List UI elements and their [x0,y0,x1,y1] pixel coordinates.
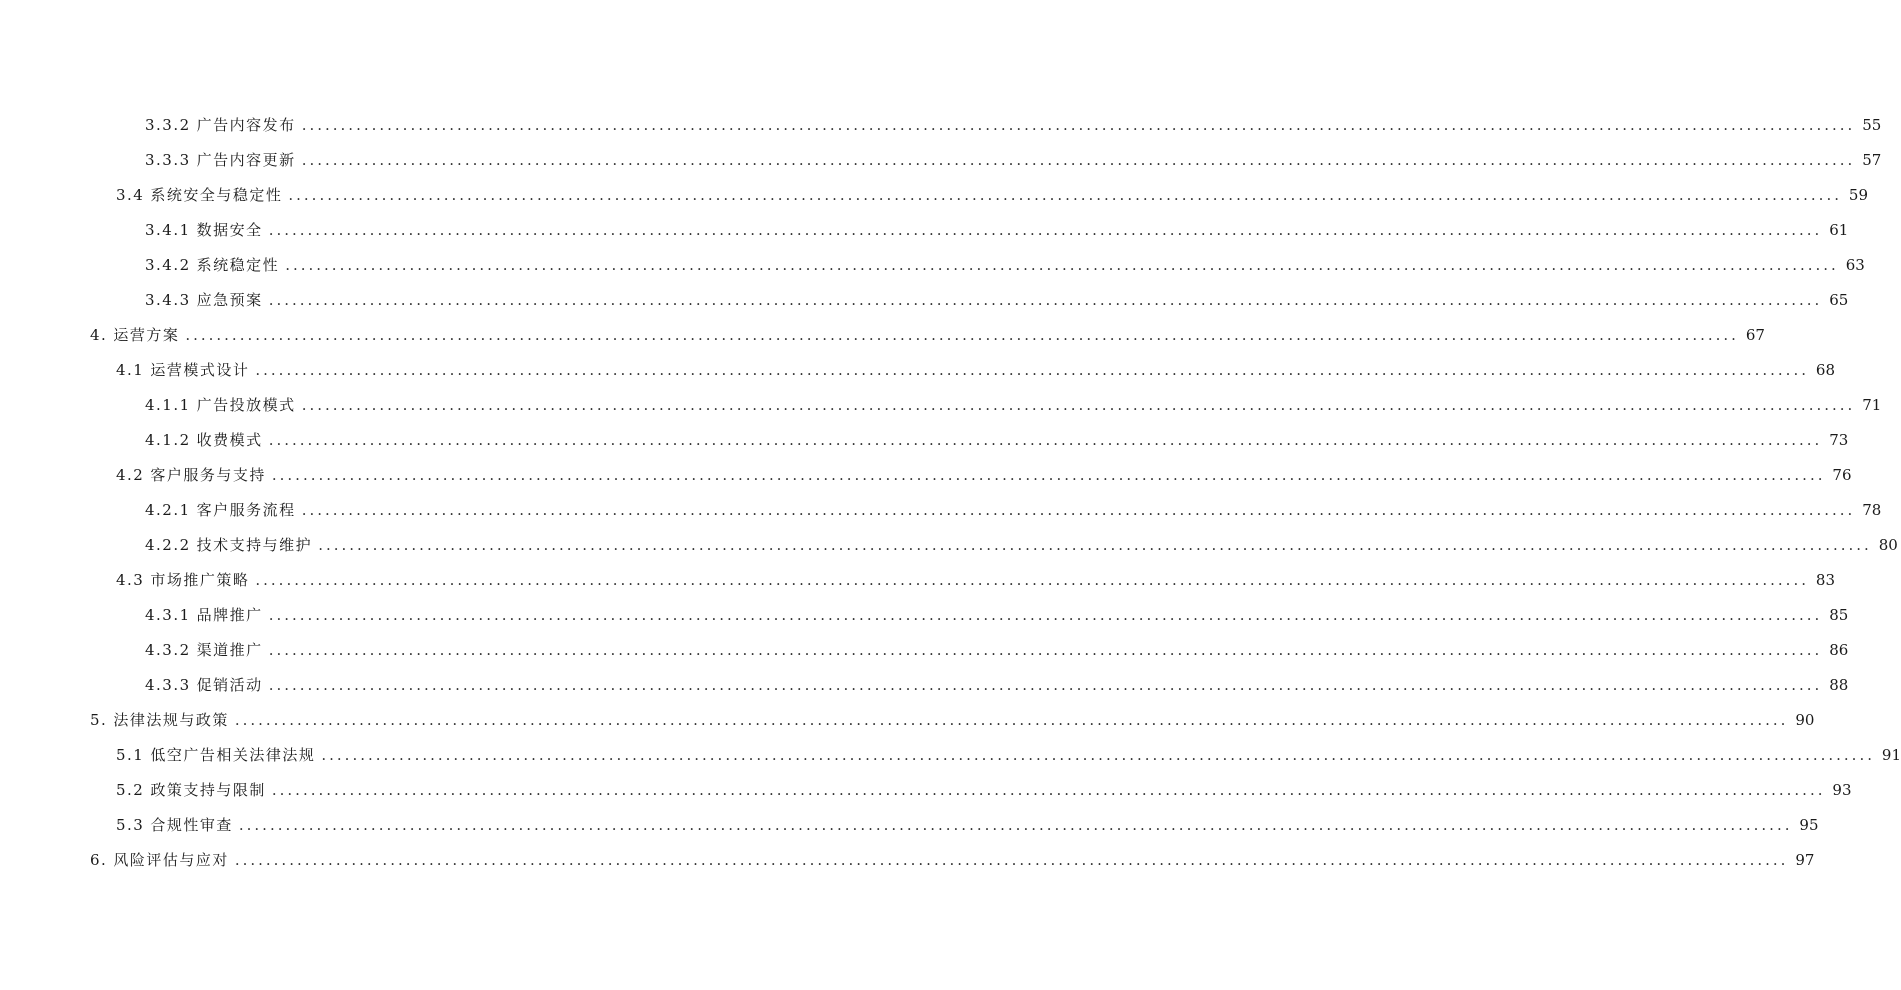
dot-leader: ........................................................................................................................................................................................................ [268,430,1823,449]
toc-entry-title: 广告内容发布 [196,116,296,134]
toc-entry-page: 80 [1878,535,1898,554]
toc-entry-4-1-2[interactable] [0,422,1849,457]
toc-entry-title: 运营方案 [113,326,180,344]
toc-entry-page: 91 [1881,745,1901,764]
toc-entry-title: 促销活动 [196,676,263,694]
toc-entry-page: 83 [1815,570,1835,589]
toc-entry-4-2[interactable] [0,457,1852,492]
toc-entry-page: 73 [1829,430,1849,449]
dot-leader: ........................................................................................................................................................................................................ [234,850,1789,869]
toc-entry-3-4-3[interactable] [0,282,1849,317]
toc-entry-5-3[interactable] [0,807,1819,842]
dot-leader: ........................................................................................................................................................................................................ [255,360,1809,379]
toc-entry-title: 广告内容更新 [196,151,296,169]
toc-entry-page: 85 [1829,605,1849,624]
toc-entry-title: 风险评估与应对 [113,851,229,869]
dot-leader: ........................................................................................................................................................................................................ [268,675,1823,694]
toc-entry-4-1-1[interactable] [0,387,1882,422]
toc-entry-number: 4.3 [116,570,145,589]
toc-entry-number: 4.1 [116,360,145,379]
toc-entry-page: 90 [1795,710,1815,729]
toc-entry-page: 63 [1845,255,1865,274]
toc-entry-page: 59 [1848,185,1868,204]
toc-entry-title: 客户服务与支持 [150,466,266,484]
toc-entry-title: 系统安全与稳定性 [150,186,283,204]
toc-entry-4-2-1[interactable] [0,492,1882,527]
toc-entry-6[interactable] [0,842,1815,877]
toc-entry-page: 55 [1862,115,1882,134]
dot-leader: ........................................................................................................................................................................................................ [301,150,1856,169]
dot-leader: ........................................................................................................................................................................................................ [301,115,1856,134]
toc-entry-number: 4. [90,325,108,344]
toc-entry-number: 3.4.2 [145,255,191,274]
toc-entry-3-4-1[interactable] [0,212,1849,247]
toc-entry-title: 运营模式设计 [150,361,250,379]
toc-entry-title: 政策支持与限制 [150,781,266,799]
toc-entry-page: 68 [1815,360,1835,379]
toc-entry-3-3-3[interactable] [0,142,1882,177]
toc-entry-number: 5.3 [116,815,145,834]
dot-leader: ........................................................................................................................................................................................................ [268,290,1823,309]
dot-leader: ........................................................................................................................................................................................................ [271,465,1826,484]
toc-entry-number: 3.4.3 [145,290,191,309]
toc-entry-title: 法律法规与政策 [113,711,229,729]
toc-entry-number: 3.3.2 [145,115,191,134]
toc-entry-title: 应急预案 [196,291,263,309]
toc-entry-title: 收费模式 [196,431,263,449]
dot-leader: ........................................................................................................................................................................................................ [301,500,1856,519]
toc-entry-page: 78 [1862,500,1882,519]
toc-entry-5-2[interactable] [0,772,1852,807]
toc-entry-title: 客户服务流程 [196,501,296,519]
toc-entry-number: 5. [90,710,108,729]
toc-entry-number: 4.2.1 [145,500,191,519]
toc-entry-3-3-2[interactable] [0,107,1882,142]
toc-entry-page: 61 [1829,220,1849,239]
dot-leader: ........................................................................................................................................................................................................ [268,220,1823,239]
toc-entry-4-1[interactable] [0,352,1835,387]
dot-leader: ........................................................................................................................................................................................................ [185,325,1739,344]
toc-entry-3-4[interactable] [0,177,1868,212]
toc-entry-number: 3.3.3 [145,150,191,169]
toc-entry-page: 86 [1829,640,1849,659]
toc-entry-title: 低空广告相关法律法规 [150,746,316,764]
toc-entry-number: 5.1 [116,745,145,764]
toc-entry-title: 技术支持与维护 [196,536,313,554]
dot-leader: ........................................................................................................................................................................................................ [301,395,1856,414]
toc-entry-title: 渠道推广 [196,641,263,659]
toc-entry-page: 67 [1745,325,1765,344]
toc-entry-4-3[interactable] [0,562,1835,597]
toc-entry-title: 数据安全 [196,221,263,239]
toc-entry-title: 系统稳定性 [196,256,280,274]
toc-entry-number: 4.1.2 [145,430,191,449]
toc-entry-4-2-2[interactable] [0,527,1898,562]
toc-entry-4-3-1[interactable] [0,597,1849,632]
toc-entry-title: 合规性审查 [150,816,233,834]
dot-leader: ........................................................................................................................................................................................................ [268,640,1823,659]
toc-entry-number: 6. [90,850,108,869]
dot-leader: ........................................................................................................................................................................................................ [318,535,1872,554]
toc-entry-4[interactable] [0,317,1765,352]
toc-entry-page: 97 [1795,850,1815,869]
toc-entry-number: 4.1.1 [145,395,191,414]
toc-entry-title: 市场推广策略 [150,571,250,589]
toc-entry-number: 3.4 [116,185,145,204]
toc-entry-4-3-3[interactable] [0,667,1849,702]
toc-entry-page: 93 [1832,780,1852,799]
toc-entry-number: 3.4.1 [145,220,191,239]
toc-entry-page: 57 [1862,150,1882,169]
dot-leader: ........................................................................................................................................................................................................ [238,815,1793,834]
toc-entry-3-4-2[interactable] [0,247,1865,282]
toc-entry-page: 88 [1829,675,1849,694]
toc-entry-number: 4.3.2 [145,640,191,659]
toc-entry-title: 广告投放模式 [196,396,296,414]
toc-entry-page: 65 [1829,290,1849,309]
toc-entry-number: 4.2 [116,465,145,484]
toc-entry-page: 76 [1832,465,1852,484]
toc-entry-4-3-2[interactable] [0,632,1849,667]
dot-leader: ........................................................................................................................................................................................................ [255,570,1809,589]
toc-entry-number: 4.3.3 [145,675,191,694]
dot-leader: ........................................................................................................................................................................................................ [234,710,1789,729]
dot-leader: ........................................................................................................................................................................................................ [288,185,1842,204]
toc-entry-number: 4.3.1 [145,605,191,624]
toc-entry-5-1[interactable] [0,737,1901,772]
toc-entry-number: 5.2 [116,780,145,799]
dot-leader: ........................................................................................................................................................................................................ [271,780,1826,799]
dot-leader: ........................................................................................................................................................................................................ [285,255,1839,274]
dot-leader: ........................................................................................................................................................................................................ [321,745,1875,764]
toc-entry-page: 71 [1862,395,1882,414]
toc-entry-number: 4.2.2 [145,535,191,554]
toc-entry-5[interactable] [0,702,1815,737]
toc-entry-title: 品牌推广 [196,606,263,624]
toc-entry-page: 95 [1799,815,1819,834]
dot-leader: ........................................................................................................................................................................................................ [268,605,1823,624]
